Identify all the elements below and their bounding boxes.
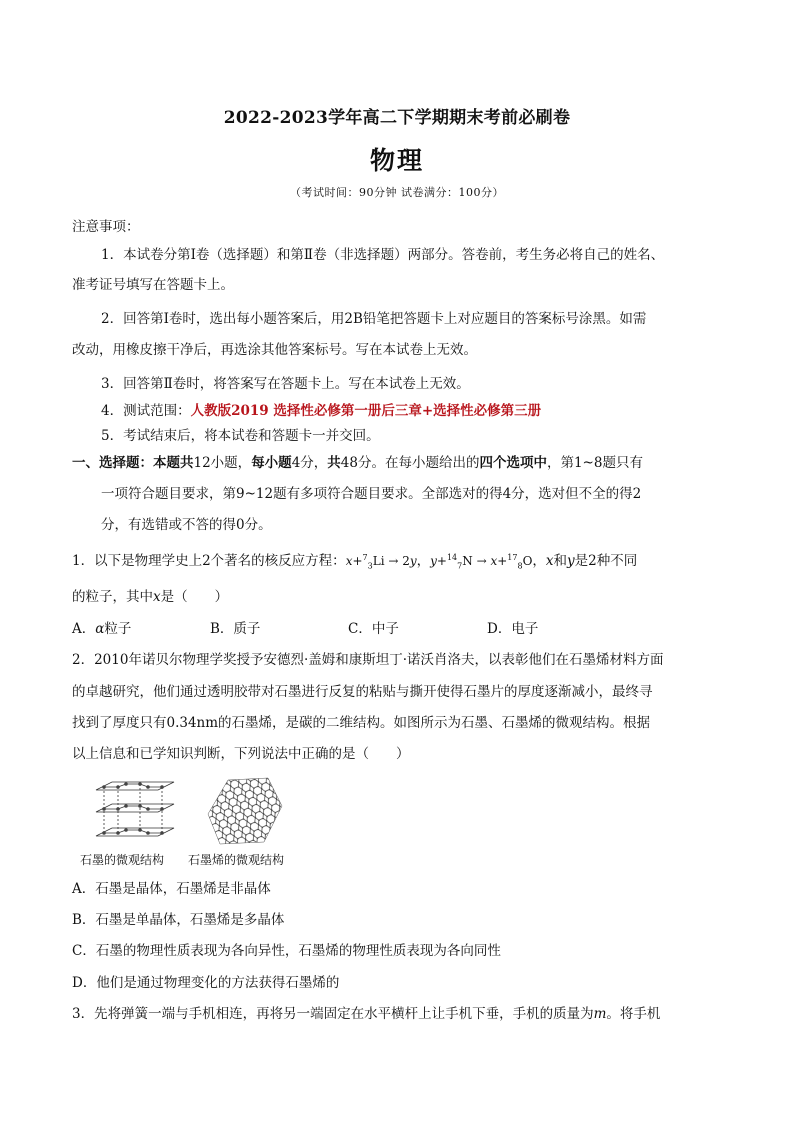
q1-stem-c: 是2种不同: [574, 553, 638, 569]
section1-line1: [72, 453, 643, 473]
q2-line4: 以上信息和已学知识判断，下列说法中正确的是（ ）: [72, 746, 410, 762]
section1-b3: 共: [327, 455, 341, 471]
q3-line1-text: 3．先将弹簧一端与手机相连，再将另一端固定在水平横杆上让手机下垂，手机的质量为: [72, 1006, 594, 1022]
q3-line1: [72, 1004, 660, 1024]
section1-t1: 12小题，: [193, 455, 252, 471]
note-4: [101, 401, 541, 421]
note-2-line2: 改动，用橡皮擦干净后，再选涂其他答案标号。写在本试卷上无效。: [72, 342, 477, 358]
section1-b4: 四个选项中: [479, 455, 547, 471]
section1-b1: 本题共: [153, 455, 194, 471]
section1-t4: ，第1~8题只有: [546, 455, 643, 471]
q1-option-a-text: 粒子: [104, 621, 132, 637]
alpha-symbol: α: [95, 621, 105, 637]
q2-line1: 2．2010年诺贝尔物理学奖授予安德烈·盖姆和康斯坦丁·诺沃肖洛夫，以表彰他们在石墨烯材料方面: [72, 652, 664, 668]
q2-line2: 的卓越研究，他们通过透明胶带对石墨进行反复的粘贴与撕开使得石墨片的厚度逐渐减小，最终寻: [72, 684, 653, 700]
q2-option-a[interactable]: A．石墨是晶体，石墨烯是非晶体: [72, 881, 271, 897]
note-4-prefix: 4．测试范围：: [101, 403, 191, 419]
q1-equation-2: y+$^{14}_7$N → x+$^{17}_8$O: [430, 553, 533, 571]
q1-stem-b: 和: [553, 553, 568, 569]
q1-stem: 1．以下是物理学史上2个著名的核反应方程：: [72, 553, 346, 569]
q1-line1: 1．以下是物理学史上2个著名的核反应方程：x+$^7_3$Li → 2y，y+$^{14}_7$N → x+$^{17}_8$O，x和y是2种不同: [72, 553, 638, 571]
q1-var-x-2: x: [153, 589, 161, 605]
note-5: 5．考试结束后，将本试卷和答题卡一并交回。: [101, 428, 380, 444]
q1-option-a-prefix: A．: [72, 621, 96, 637]
q1-line2-b: 是（ ）: [160, 589, 229, 605]
exam-meta: （考试时间：90分钟 试卷满分：100分）: [290, 186, 504, 199]
graphene-structure-figure: [206, 776, 284, 846]
note-1-line1: 1．本试卷分第Ⅰ卷（选择题）和第Ⅱ卷（非选择题）两部分。答卷前，考生务必将自己的姓名、: [101, 247, 665, 263]
note-3: 3．回答第Ⅱ卷时，将答案写在答题卡上。写在本试卷上无效。: [101, 376, 470, 392]
q2-option-b[interactable]: B．石墨是单晶体，石墨烯是多晶体: [72, 912, 285, 928]
section1-line2: 一项符合题目要求，第9~12题有多项符合题目要求。全部选对的得4分，选对但不全的得2: [101, 486, 642, 502]
note-1-line2: 准考证号填写在答题卡上。: [72, 277, 234, 293]
q1-eq-tail: ，: [532, 553, 546, 569]
exam-title: 2022-2023学年高二下学期期末考前必刷卷: [223, 108, 571, 128]
q1-option-d[interactable]: D．电子: [487, 621, 539, 637]
section1-line3: 分，有选错或不答的得0分。: [101, 517, 272, 533]
q2-line3: 找到了厚度只有0.34nm的石墨烯，是碳的二维结构。如图所示为石墨、石墨烯的微观结构。根据: [72, 715, 651, 731]
q1-line2-a: 的粒子，其中: [72, 589, 153, 605]
subject-title: 物理: [369, 146, 424, 175]
graphite-caption: 石墨的微观结构: [80, 853, 165, 867]
q1-equation-1: x+$^7_3$Li → 2y: [345, 553, 417, 571]
graphene-caption: 石墨烯的微观结构: [188, 853, 285, 867]
q1-option-a[interactable]: [72, 619, 131, 639]
q3-line1-tail: 。将手机: [606, 1006, 661, 1022]
note-2-line1: 2．回答第Ⅰ卷时，选出每小题答案后，用2B铅笔把答题卡上对应题目的答案标号涂黑。如需: [101, 311, 647, 327]
q3-var-m: m: [593, 1006, 607, 1022]
q2-option-d[interactable]: D．他们是通过物理变化的方法获得石墨烯的: [72, 975, 340, 991]
section1-t3: 48分。在每小题给出的: [340, 455, 480, 471]
q2-option-c[interactable]: C．石墨的物理性质表现为各向异性，石墨烯的物理性质表现为各向同性: [72, 943, 501, 959]
q1-option-c[interactable]: C．中子: [348, 621, 399, 637]
graphite-structure-figure: [88, 778, 180, 848]
notes-heading: 注意事项：: [72, 219, 140, 235]
q1-var-y: y: [567, 553, 575, 569]
section1-t2: 4分，: [291, 455, 328, 471]
q1-option-b[interactable]: B．质子: [210, 621, 261, 637]
q1-var-x: x: [545, 553, 554, 569]
section1-lead: 一、选择题：: [72, 455, 153, 471]
section1-b2: 每小题: [251, 455, 292, 471]
q1-line2: [72, 587, 228, 607]
test-scope: 人教版2019 选择性必修第一册后三章+选择性必修第三册: [190, 403, 542, 419]
